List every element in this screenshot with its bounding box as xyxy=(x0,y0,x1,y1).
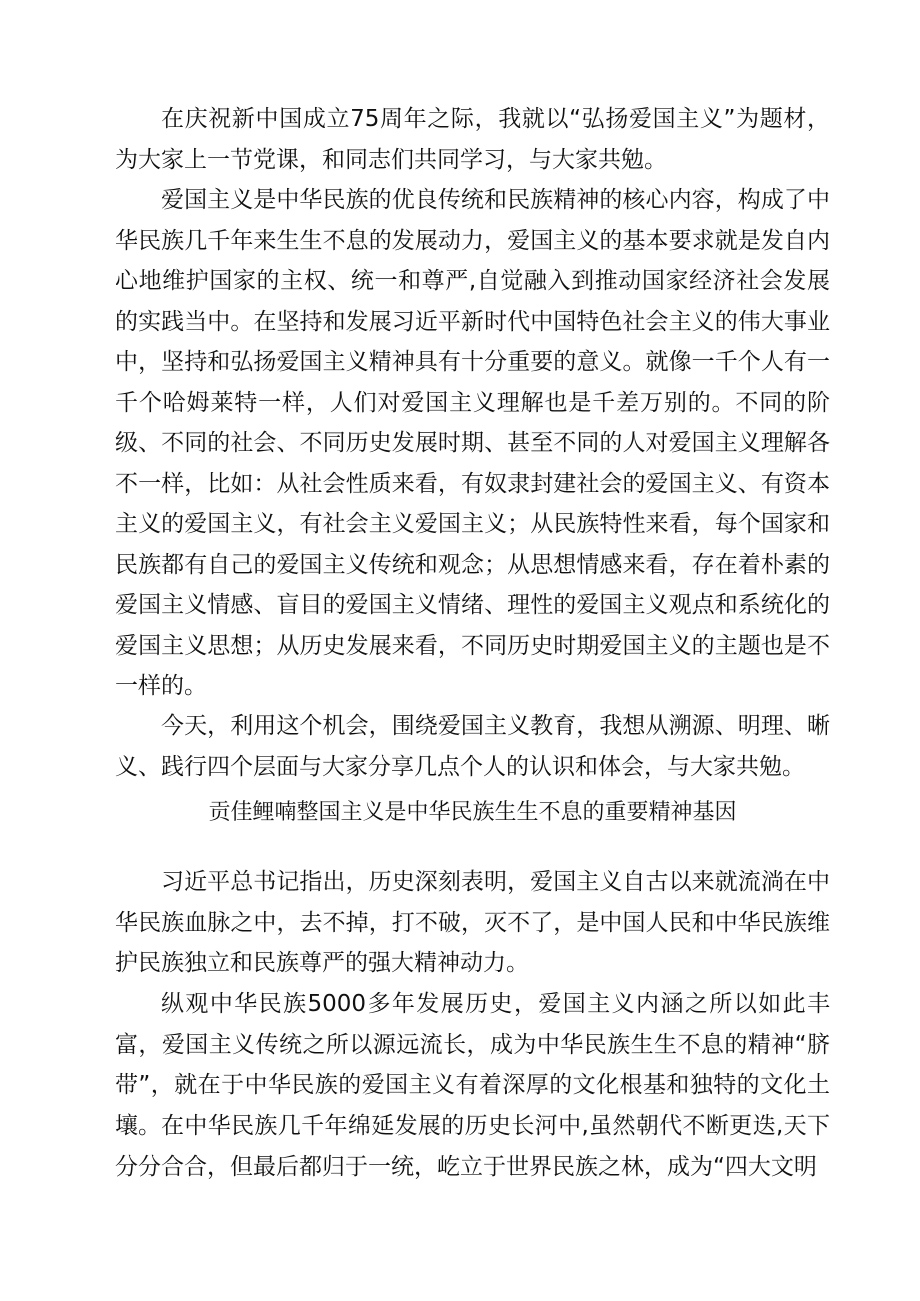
section-paragraph-2: 纵观中华民族5000多年发展历史，爱国主义内涵之所以如此丰富，爱国主义传统之所以源远流长，成为中华民族生生不息的精神“脐带”，就在于中华民族的爱国主义有着深厚的文化根基和独特的文化土壤。 xyxy=(115,991,830,1139)
patriotism-definition-paragraph: 爱国主义是中华民族的优良传统和民族精神的核心内容，构成了中华民族几千年来生生不息的发展动力，爱国主义的基本要求就是发自内心地维护国家的主权、统一和尊严,自觉融入到推动国家经济社会发展的实践当中。在坚持和发展习近平新时代中国特色社会主义的伟大事业中，坚持和弘扬爱国主义精神具有十分重要的意义。就像一千个人有一千个哈姆莱特一样，人们对爱国主义理解也是千差万别的。不同的阶级、不同的社会、不同历史发展时期、甚至不同的人对爱国主义理解各不一样，比如：从社会性质来看，有奴隶封建社会的爱国主义、有资本主义的爱国主义，有社会主义爱国主义；从民族特性来看，每个国家和民族都有自己的爱国主义传统和观念；从思想情感来看，存在着朴素的爱国主义情感、盲目的爱国主义情绪、理性的爱国主义观点和系统化的爱国主义思想；从历史发展来看，不同历史时期爱国主义的主题也是不一样的。 xyxy=(115,187,830,699)
section-heading: 贡佳鲤喃整国主义是中华民族生生不息的重要精神基因 xyxy=(208,800,737,825)
section-paragraph-1: 习近平总书记指出，历史深刻表明，爱国主义自古以来就流淌在中华民族血脉之中，去不掉，打不破，灭不了，是中国人民和中华民族维护民族独立和民族尊严的强大精神动力。 xyxy=(115,869,830,976)
lecture-outline-paragraph: 今天，利用这个机会，围绕爱国主义教育，我想从溯源、明理、晰义、践行四个层面与大家分享几点个人的认识和体会，与大家共勉。 xyxy=(115,713,830,780)
intro-paragraph: 在庆祝新中国成立75周年之际，我就以“弘扬爱国主义”为题材，为大家上一节党课，和同志们共同学习，与大家共勉。 xyxy=(115,106,830,173)
section-paragraph-3: 在中华民族几千年绵延发展的历史长河中,虽然朝代不断更迭,天下分分合合，但最后都归于一统，屹立于世界民族之林，成为“四大文明 xyxy=(115,1113,830,1180)
